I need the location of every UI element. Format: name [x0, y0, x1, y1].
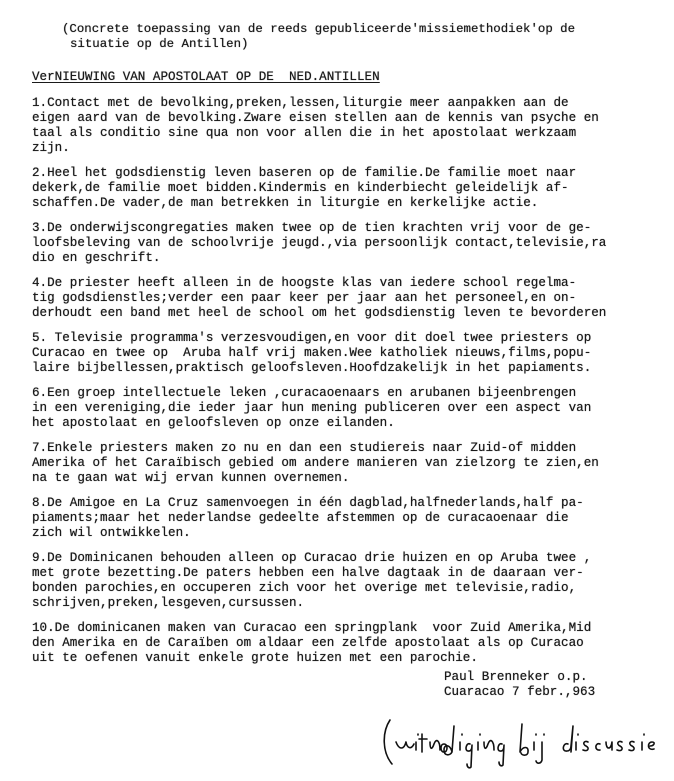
- paragraph-2-line-1: 2.Heel het godsdienstig leven baseren op de familie.De familie moet naar: [32, 166, 577, 180]
- paragraph-1-line-2: eigen aard van de bevolking.Zware eisen stellen aan de kennis van psyche en: [32, 111, 599, 125]
- place-date: Cuaracao 7 febr.,963: [444, 685, 596, 699]
- paragraph-4-line-2: tig godsdienstles;verder een paar keer per jaar aan het personeel,en on-: [32, 291, 577, 305]
- paragraph-5-line-1: 5. Televisie programma's verzesvoudigen,en voor dit doel twee priesters op: [32, 331, 592, 345]
- paragraph-8-line-3: zich wil ontwikkelen.: [32, 526, 191, 540]
- subtitle-line-1: (Concrete toepassing van de reeds gepubliceerde'missiemethodiek'op de: [62, 22, 576, 36]
- paragraph-2-line-2: dekerk,de familie moet bidden.Kindermis en kinderbiecht geleidelijk af-: [32, 181, 569, 195]
- paragraph-10-line-3: uit te oefenen vanuit enkele grote huizen met een parochie.: [32, 651, 478, 665]
- paragraph-3-line-1: 3.De onderwijscongregaties maken twee op de tien krachten vrij voor de ge-: [32, 221, 592, 235]
- paragraph-8-line-2: piaments;maar het nederlandse gedeelte afstemmen op de curacaoenaar die: [32, 511, 569, 525]
- handwritten-note: [380, 712, 670, 772]
- paragraph-3-line-2: loofsbeleving van de schoolvrije jeugd.,via persoonlijk contact,televisie,ra: [32, 236, 607, 250]
- paragraph-3-line-3: dio en geschrift.: [32, 251, 161, 265]
- paragraph-7-line-1: 7.Enkele priesters maken zo nu en dan een studiereis naar Zuid-of midden: [32, 441, 577, 455]
- paragraph-9-line-4: schrijven,preken,lesgeven,cursussen.: [32, 596, 305, 610]
- paragraph-10-line-2: den Amerika en de Caraïben om aldaar een zelfde apostolaat als op Curacao: [32, 636, 584, 650]
- author-name: Paul Brenneker o.p.: [444, 670, 588, 684]
- paragraph-10-line-1: 10.De dominicanen maken van Curacao een springplank voor Zuid Amerika,Mid: [32, 621, 592, 635]
- paragraph-6-line-3: het apostolaat en geloofsleven op onze eilanden.: [32, 416, 395, 430]
- paragraph-6-line-2: in een vereniging,die ieder jaar hun mening publiceren over een aspect van: [32, 401, 592, 415]
- paragraph-7-line-2: Amerika of het Caraïbisch gebied om andere manieren van zielzorg te zien,en: [32, 456, 599, 470]
- paragraph-9-line-1: 9.De Dominicanen behouden alleen op Curacao drie huizen en op Aruba twee ,: [32, 551, 592, 565]
- paragraph-4-line-1: 4.De priester heeft alleen in de hoogste klas van iedere school regelma-: [32, 276, 577, 290]
- paragraph-5-line-2: Curacao en twee op Aruba half vrij maken.Wee katholiek nieuws,films,popu-: [32, 346, 592, 360]
- handwriting-drawing: [380, 712, 670, 772]
- paragraph-1-line-4: zijn.: [32, 141, 70, 155]
- paragraph-8-line-1: 8.De Amigoe en La Cruz samenvoegen in één dagblad,halfnederlands,half pa-: [32, 496, 584, 510]
- paragraph-1-line-3: taal als conditio sine qua non voor allen die in het apostolaat werkzaam: [32, 126, 577, 140]
- paragraph-5-line-3: laire bijbellessen,praktisch geloofsleven.Hoofdzakelijk in het papiaments.: [32, 361, 592, 375]
- paragraph-2-line-3: schaffen.De vader,de man betrekken in liturgie en kerkelijke actie.: [32, 196, 539, 210]
- paragraph-9-line-2: met grote bezetting.De paters hebben een halve dagtaak in de daaraan ver-: [32, 566, 584, 580]
- paragraph-7-line-3: na te gaan wat wij ervan kunnen overnemen.: [32, 471, 350, 485]
- paragraph-9-line-3: bonden parochies,en occuperen zich voor het overige met televisie,radio,: [32, 581, 577, 595]
- subtitle-line-2: situatie op de Antillen): [70, 37, 249, 51]
- paragraph-6-line-1: 6.Een groep intellectuele leken ,curacaoenaars en arubanen bijeenbrengen: [32, 386, 577, 400]
- paragraph-4-line-3: derhoudt een band met heel de school om het godsdienstig leven te bevorderen: [32, 306, 607, 320]
- document-title: VerNIEUWING VAN APOSTOLAAT OP DE NED.ANTILLEN: [32, 70, 380, 84]
- paragraph-1-line-1: 1.Contact met de bevolking,preken,lessen,liturgie meer aanpakken aan de: [32, 96, 569, 110]
